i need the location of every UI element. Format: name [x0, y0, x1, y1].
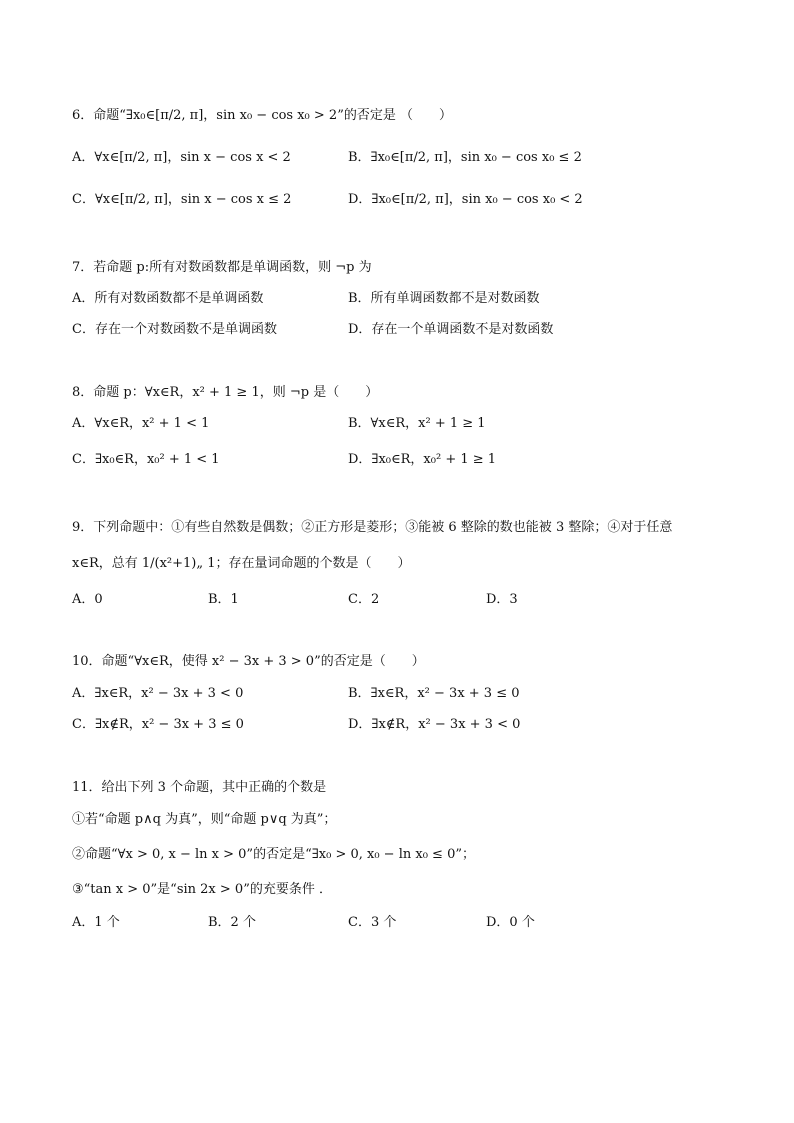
question-10-option-c: C．∃x∉R，x² − 3x + 3 ≤ 0 — [72, 717, 244, 732]
question-11-option-b: B．2 个 — [208, 915, 256, 930]
question-11-stem: 11．给出下列 3 个命题，其中正确的个数是 — [72, 780, 327, 795]
question-6-option-c: C．∀x∈[π/2, π]，sin x − cos x ≤ 2 — [72, 192, 292, 207]
question-6-option-b: B．∃x₀∈[π/2, π]，sin x₀ − cos x₀ ≤ 2 — [348, 150, 582, 165]
question-11-item-1: ①若“命题 p∧q 为真”，则“命题 p∨q 为真”； — [72, 812, 337, 827]
question-9-option-b: B．1 — [208, 592, 239, 607]
question-9-stem-line-2: x∈R，总有 1/(x²+1)„ 1；存在量词命题的个数是（ ） — [72, 556, 411, 571]
question-11-option-c: C．3 个 — [348, 915, 397, 930]
question-7-option-c: C．存在一个对数函数不是单调函数 — [72, 322, 277, 337]
question-7-option-a: A．所有对数函数都不是单调函数 — [72, 291, 264, 306]
question-8-option-c: C．∃x₀∈R，x₀² + 1 < 1 — [72, 452, 220, 467]
question-9-option-a: A．0 — [72, 592, 103, 607]
question-9-stem-line-1: 9．下列命题中：①有些自然数是偶数；②正方形是菱形；③能被 6 整除的数也能被 3 整除；④对于任意 — [72, 520, 673, 535]
question-10-option-a: A．∃x∈R，x² − 3x + 3 < 0 — [72, 686, 244, 701]
question-8-stem: 8．命题 p：∀x∈R，x² + 1 ≥ 1，则 ¬p 是（ ） — [72, 385, 379, 400]
question-8-option-b: B．∀x∈R，x² + 1 ≥ 1 — [348, 416, 486, 431]
question-10-option-d: D．∃x∉R，x² − 3x + 3 < 0 — [348, 717, 521, 732]
question-8-option-d: D．∃x₀∈R，x₀² + 1 ≥ 1 — [348, 452, 497, 467]
question-8-option-a: A．∀x∈R，x² + 1 < 1 — [72, 416, 210, 431]
question-7-stem: 7．若命题 p:所有对数函数都是单调函数，则 ¬p 为 — [72, 260, 372, 275]
question-9-option-c: C．2 — [348, 592, 380, 607]
question-7-option-b: B．所有单调函数都不是对数函数 — [348, 291, 540, 306]
question-6-stem: 6．命题“∃x₀∈[π/2, π]，sin x₀ − cos x₀ > 2”的否定是 （ ） — [72, 108, 452, 123]
question-7-option-d: D．存在一个单调函数不是对数函数 — [348, 322, 554, 337]
question-11-option-a: A．1 个 — [72, 915, 120, 930]
question-10-option-b: B．∃x∈R，x² − 3x + 3 ≤ 0 — [348, 686, 520, 701]
question-11-item-3: ③“tan x > 0”是“sin 2x > 0”的充要条件 ． — [72, 882, 332, 897]
question-9-option-d: D．3 — [486, 592, 518, 607]
question-11-option-d: D．0 个 — [486, 915, 535, 930]
question-10-stem: 10．命题“∀x∈R，使得 x² − 3x + 3 > 0”的否定是（ ） — [72, 654, 425, 669]
question-11-item-2: ②命题“∀x > 0, x − ln x > 0”的否定是“∃x₀ > 0, x₀ − ln x₀ ≤ 0”； — [72, 847, 475, 862]
question-6-option-a: A．∀x∈[π/2, π]，sin x − cos x < 2 — [72, 150, 291, 165]
question-6-option-d: D．∃x₀∈[π/2, π]，sin x₀ − cos x₀ < 2 — [348, 192, 583, 207]
